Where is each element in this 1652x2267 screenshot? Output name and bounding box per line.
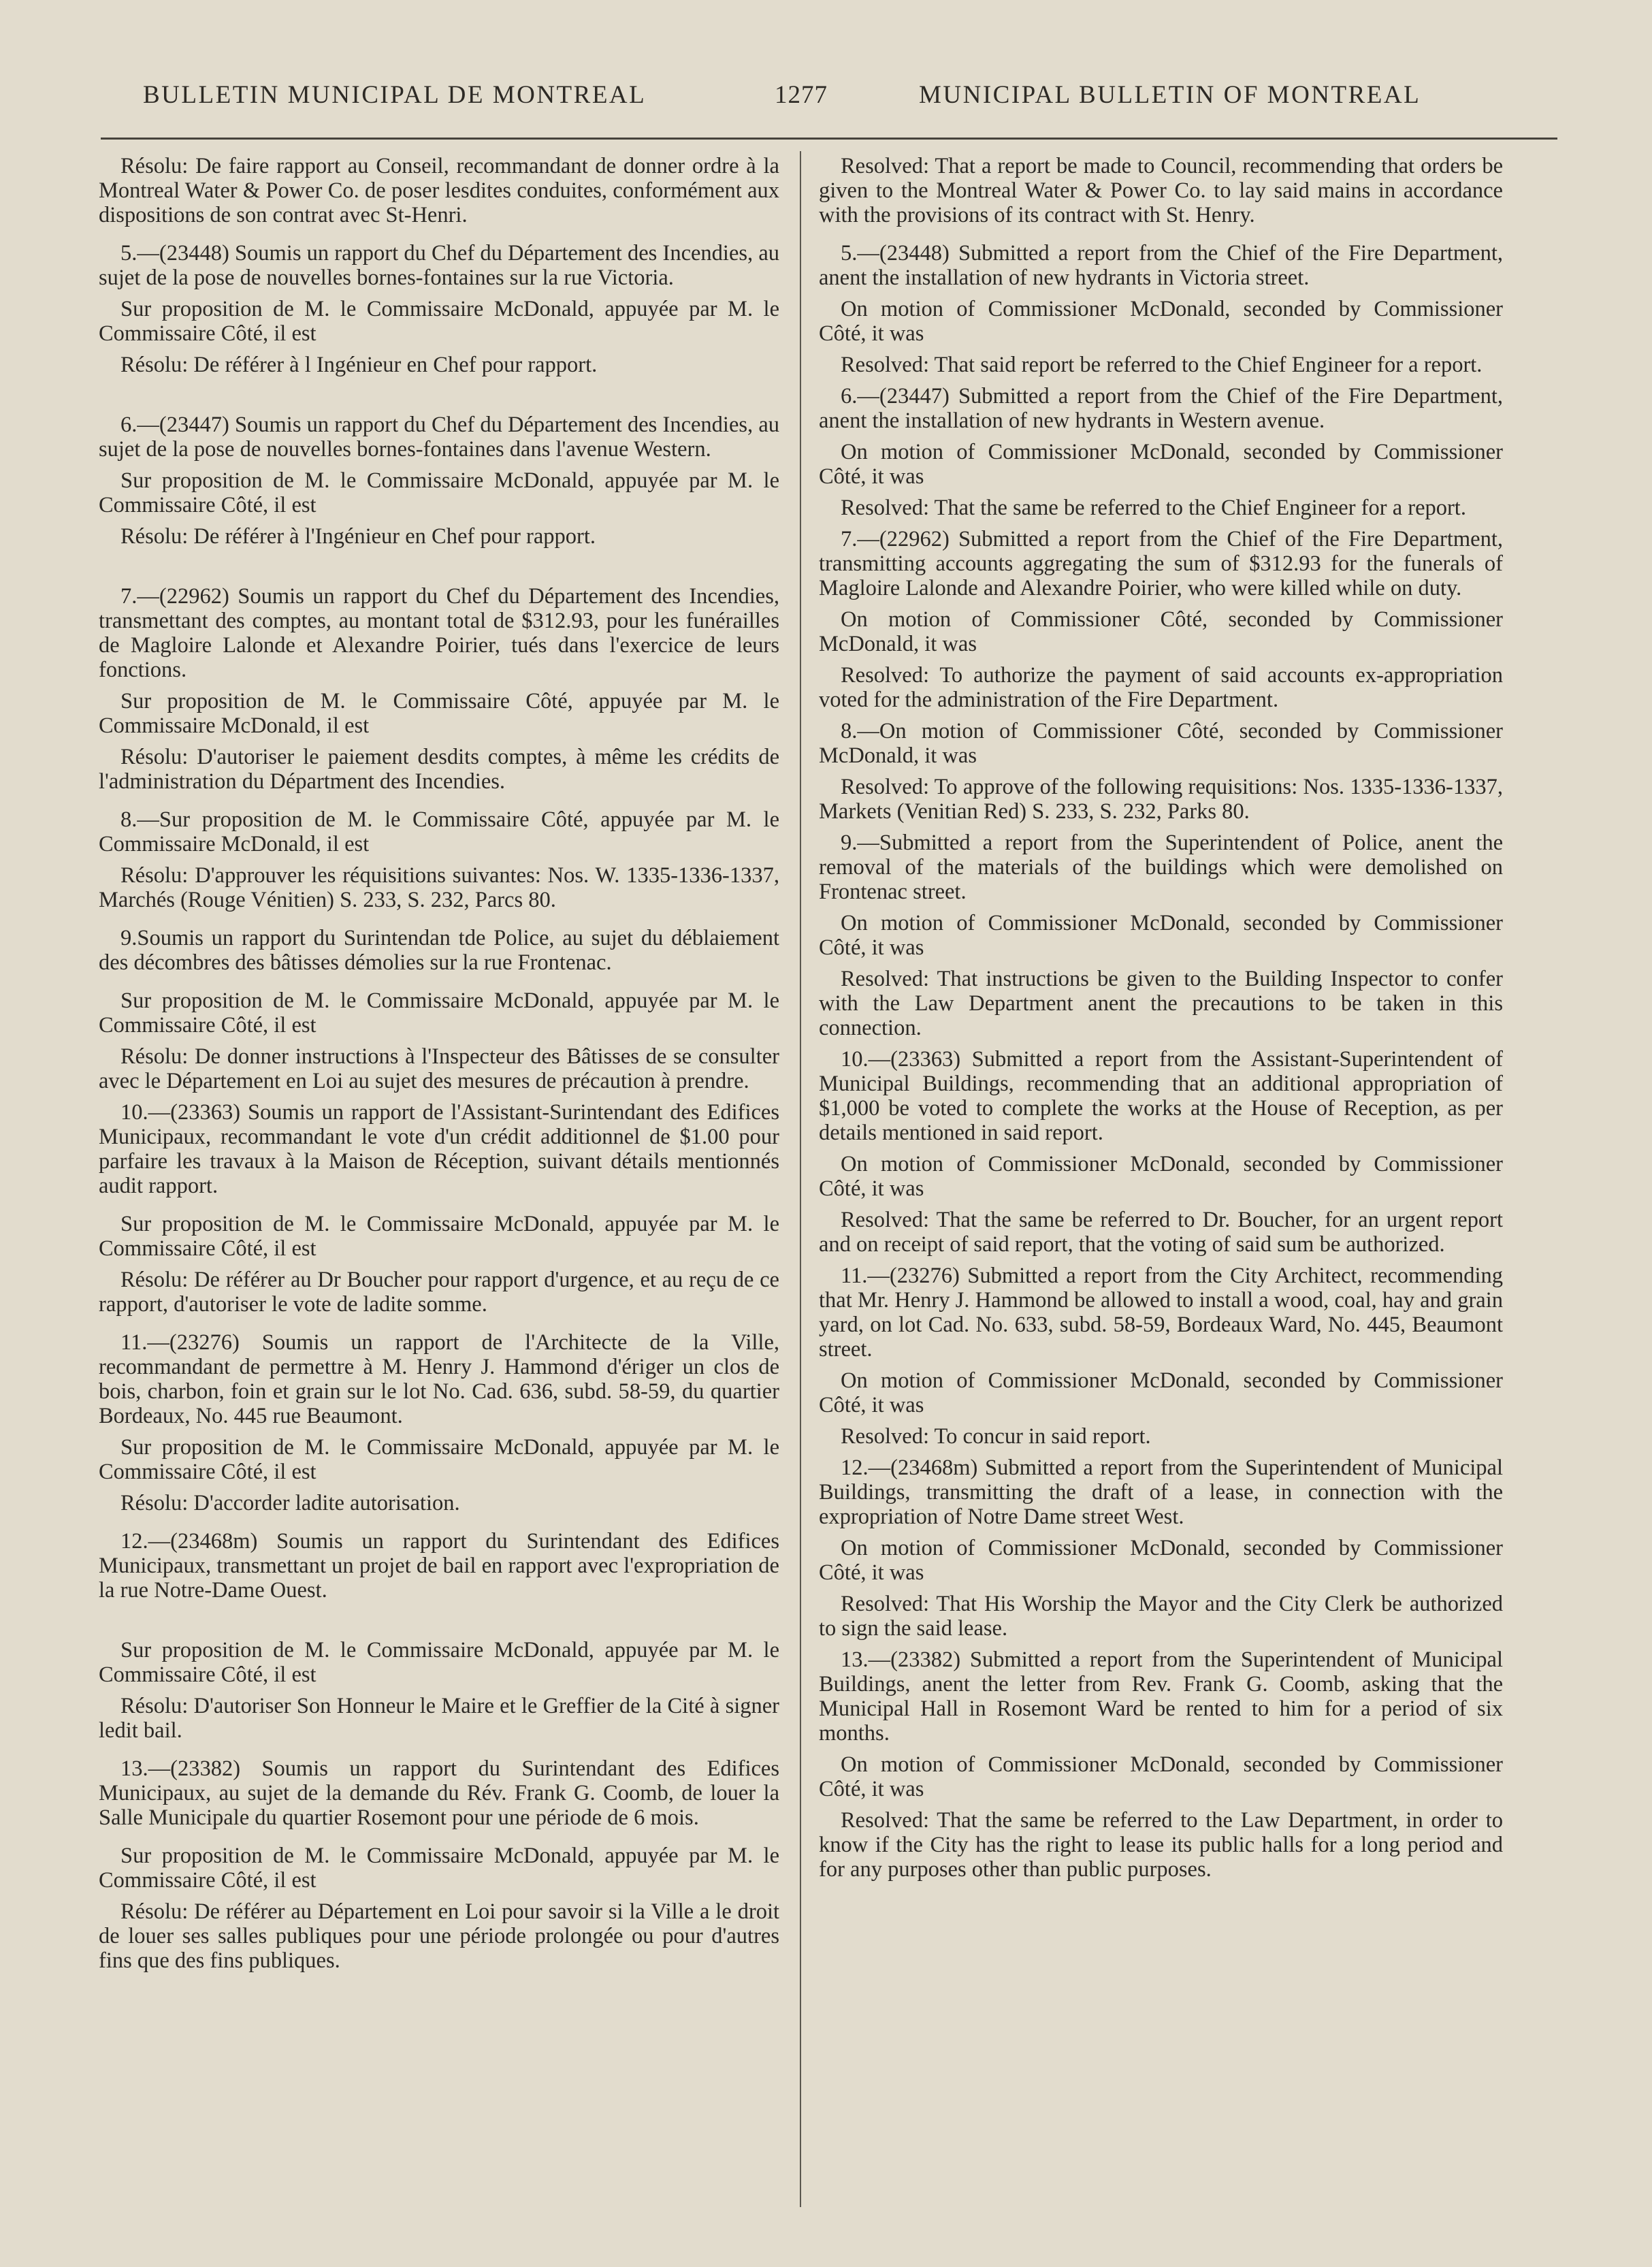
page-number: 1277 xyxy=(775,81,828,109)
paragraph: 7.—(22962) Soumis un rapport du Chef du Département des Incendies, transmettant des comptes, au montant total de $312.93, pour les funérailles de Magloire Lalonde et Alexandre Poirier, tués dans l'exercice de leurs fonctions. xyxy=(99,584,779,682)
paragraph: Resolved: That the same be referred to Dr. Boucher, for an urgent report and on receipt of said report, that the voting of said sum be authorized. xyxy=(819,1208,1503,1257)
column-divider xyxy=(800,151,801,2207)
paragraph: Resolved: That instructions be given to the Building Inspector to confer with the Law Department anent the precautions to be taken in this connection. xyxy=(819,967,1503,1040)
paragraph: Résolu: De référer à l'Ingénieur en Chef pour rapport. xyxy=(120,524,596,549)
paragraph: Sur proposition de M. le Commissaire McDonald, appuyée par M. le Commissaire Côté, il est xyxy=(99,297,779,346)
paragraph: 12.—(23468m) Submitted a report from the Superintendent of Municipal Buildings, transmitting the draft of a lease, in connection with the expropriation of Notre Dame street West. xyxy=(819,1456,1503,1529)
paragraph: 10.—(23363) Submitted a report from the Assistant-Superintendent of Municipal Buildings, recommending that an additional appropriation of $1,000 be voted to complete the works at the House of Reception, as per details mentioned in said report. xyxy=(819,1047,1503,1145)
paragraph: 11.—(23276) Soumis un rapport de l'Architecte de la Ville, recommandant de permettre à M. Henry J. Hammond d'ériger un clos de bois, charbon, foin et grain sur le lot No. Cad. 636, subd. 58-59, du quartier Bordeaux, No. 445 rue Beaumont. xyxy=(99,1330,779,1428)
paragraph: Resolved: To concur in said report. xyxy=(841,1424,1151,1449)
paragraph: 8.—On motion of Commissioner Côté, seconded by Commissioner McDonald, it was xyxy=(819,719,1503,768)
paragraph: On motion of Commissioner McDonald, seconded by Commissioner Côté, it was xyxy=(819,1152,1503,1201)
paragraph: 5.—(23448) Soumis un rapport du Chef du Département des Incendies, au sujet de la pose de nouvelles bornes-fontaines sur la rue Victoria. xyxy=(99,241,779,290)
paragraph: Résolu: De référer au Dr Boucher pour rapport d'urgence, et au reçu de ce rapport, d'autoriser le vote de ladite somme. xyxy=(99,1268,779,1317)
paragraph: Resolved: That His Worship the Mayor and the City Clerk be authorized to sign the said lease. xyxy=(819,1592,1503,1641)
paragraph: On motion of Commissioner McDonald, seconded by Commissioner Côté, it was xyxy=(819,297,1503,346)
paragraph: Sur proposition de M. le Commissaire Côté, appuyée par M. le Commissaire McDonald, il est xyxy=(99,689,779,738)
paragraph: Resolved: That the same be referred to the Law Department, in order to know if the City has the right to lease its public halls for a long period and for any purposes other than public purposes. xyxy=(819,1808,1503,1882)
paragraph: Resolved: To approve of the following requisitions: Nos. 1335-1336-1337, Markets (Venitian Red) S. 233, S. 232, Parks 80. xyxy=(819,775,1503,824)
paragraph: 8.—Sur proposition de M. le Commissaire Côté, appuyée par M. le Commissaire McDonald, il est xyxy=(99,807,779,856)
paragraph: On motion of Commissioner McDonald, seconded by Commissioner Côté, it was xyxy=(819,1752,1503,1801)
paragraph: On motion of Commissioner Côté, seconded by Commissioner McDonald, it was xyxy=(819,607,1503,656)
paragraph: Résolu: De donner instructions à l'Inspecteur des Bâtisses de se consulter avec le Département en Loi au sujet des mesures de précaution à prendre. xyxy=(99,1044,779,1093)
paragraph: On motion of Commissioner McDonald, seconded by Commissioner Côté, it was xyxy=(819,440,1503,489)
paragraph: 6.—(23447) Soumis un rapport du Chef du Département des Incendies, au sujet de la pose de nouvelles bornes-fontaines dans l'avenue Western. xyxy=(99,413,779,462)
paragraph: Sur proposition de M. le Commissaire McDonald, appuyée par M. le Commissaire Côté, il est xyxy=(99,1435,779,1484)
paragraph: 12.—(23468m) Soumis un rapport du Surintendant des Edifices Municipaux, transmettant un projet de bail en rapport avec l'expropriation de la rue Notre-Dame Ouest. xyxy=(99,1529,779,1603)
paragraph: 10.—(23363) Soumis un rapport de l'Assistant-Surintendant des Edifices Municipaux, recommandant le vote d'un crédit additionnel de $1.00 pour parfaire les travaux à la Maison de Réception, suivant détails mentionnés audit rapport. xyxy=(99,1100,779,1198)
paragraph: 6.—(23447) Submitted a report from the Chief of the Fire Department, anent the installation of new hydrants in Western avenue. xyxy=(819,384,1503,433)
paragraph: Sur proposition de M. le Commissaire McDonald, appuyée par M. le Commissaire Côté, il est xyxy=(99,1638,779,1687)
paragraph: Sur proposition de M. le Commissaire McDonald, appuyée par M. le Commissaire Côté, il est xyxy=(99,1212,779,1261)
paragraph: Sur proposition de M. le Commissaire McDonald, appuyée par M. le Commissaire Côté, il est xyxy=(99,988,779,1038)
paragraph: Résolu: De référer à l Ingénieur en Chef pour rapport. xyxy=(120,353,598,377)
paragraph: 13.—(23382) Submitted a report from the Superintendent of Municipal Buildings, anent the letter from Rev. Frank G. Coomb, asking that the Municipal Hall in Rosemont Ward be rented to him for a period of six months. xyxy=(819,1647,1503,1746)
paragraph: 5.—(23448) Submitted a report from the Chief of the Fire Department, anent the installation of new hydrants in Victoria street. xyxy=(819,241,1503,290)
header-french-title: BULLETIN MUNICIPAL DE MONTREAL xyxy=(143,81,647,109)
paragraph: Résolu: De référer au Département en Loi pour savoir si la Ville a le droit de louer ses salles publiques pour une période prolongée ou pour d'autres fins que des fins publiques. xyxy=(99,1899,779,1973)
french-column xyxy=(99,154,779,1973)
header-rule xyxy=(101,138,1557,140)
paragraph: 7.—(22962) Submitted a report from the Chief of the Fire Department, transmitting accounts aggregating the sum of $312.93 for the funerals of Magloire Lalonde and Alexandre Poirier, who were killed while on duty. xyxy=(819,527,1503,600)
paragraph: Resolved: That said report be referred to the Chief Engineer for a report. xyxy=(841,353,1483,377)
paragraph: Résolu: D'approuver les réquisitions suivantes: Nos. W. 1335-1336-1337, Marchés (Rouge Vénitien) S. 233, S. 232, Parcs 80. xyxy=(99,863,779,912)
paragraph: Resolved: That a report be made to Council, recommending that orders be given to the Montreal Water & Power Co. to lay said mains in accordance with the provisions of its contract with St. Henry. xyxy=(819,154,1503,227)
header-english-title: MUNICIPAL BULLETIN OF MONTREAL xyxy=(919,81,1421,109)
paragraph: 9.Soumis un rapport du Surintendan tde Police, au sujet du déblaiement des décombres des bâtisses démolies sur la rue Frontenac. xyxy=(99,926,779,975)
paragraph: Résolu: D'autoriser le paiement desdits comptes, à même les crédits de l'administration du Départment des Incendies. xyxy=(99,745,779,794)
paragraph: On motion of Commissioner McDonald, seconded by Commissioner Côté, it was xyxy=(819,1536,1503,1585)
paragraph: Sur proposition de M. le Commissaire McDonald, appuyée par M. le Commissaire Côté, il est xyxy=(99,468,779,517)
english-column xyxy=(819,154,1503,1882)
paragraph: 11.—(23276) Submitted a report from the City Architect, recommending that Mr. Henry J. Hammond be allowed to install a wood, coal, hay and grain yard, on lot Cad. No. 633, subd. 58-59, Bordeaux Ward, No. 445, Beaumont street. xyxy=(819,1264,1503,1362)
paragraph: 13.—(23382) Soumis un rapport du Surintendant des Edifices Municipaux, au sujet de la demande du Rév. Frank G. Coomb, de louer la Salle Municipale du quartier Rosemont pour une période de 6 mois. xyxy=(99,1756,779,1830)
paragraph: Résolu: D'autoriser Son Honneur le Maire et le Greffier de la Cité à signer ledit bail. xyxy=(99,1694,779,1743)
paragraph: Résolu: De faire rapport au Conseil, recommandant de donner ordre à la Montreal Water & Power Co. de poser lesdites conduites, conformément aux dispositions de son contrat avec St-Henri. xyxy=(99,154,779,227)
paragraph: Resolved: That the same be referred to the Chief Engineer for a report. xyxy=(841,496,1466,520)
paragraph: On motion of Commissioner McDonald, seconded by Commissioner Côté, it was xyxy=(819,1368,1503,1417)
paragraph: On motion of Commissioner McDonald, seconded by Commissioner Côté, it was xyxy=(819,911,1503,960)
paragraph: Sur proposition de M. le Commissaire McDonald, appuyée par M. le Commissaire Côté, il est xyxy=(99,1844,779,1893)
paragraph: Résolu: D'accorder ladite autorisation. xyxy=(120,1491,460,1515)
paragraph: 9.—Submitted a report from the Superintendent of Police, anent the removal of the materials of the buildings which were demolished on Frontenac street. xyxy=(819,831,1503,904)
paragraph: Resolved: To authorize the payment of said accounts ex-appropriation voted for the administration of the Fire Department. xyxy=(819,663,1503,712)
